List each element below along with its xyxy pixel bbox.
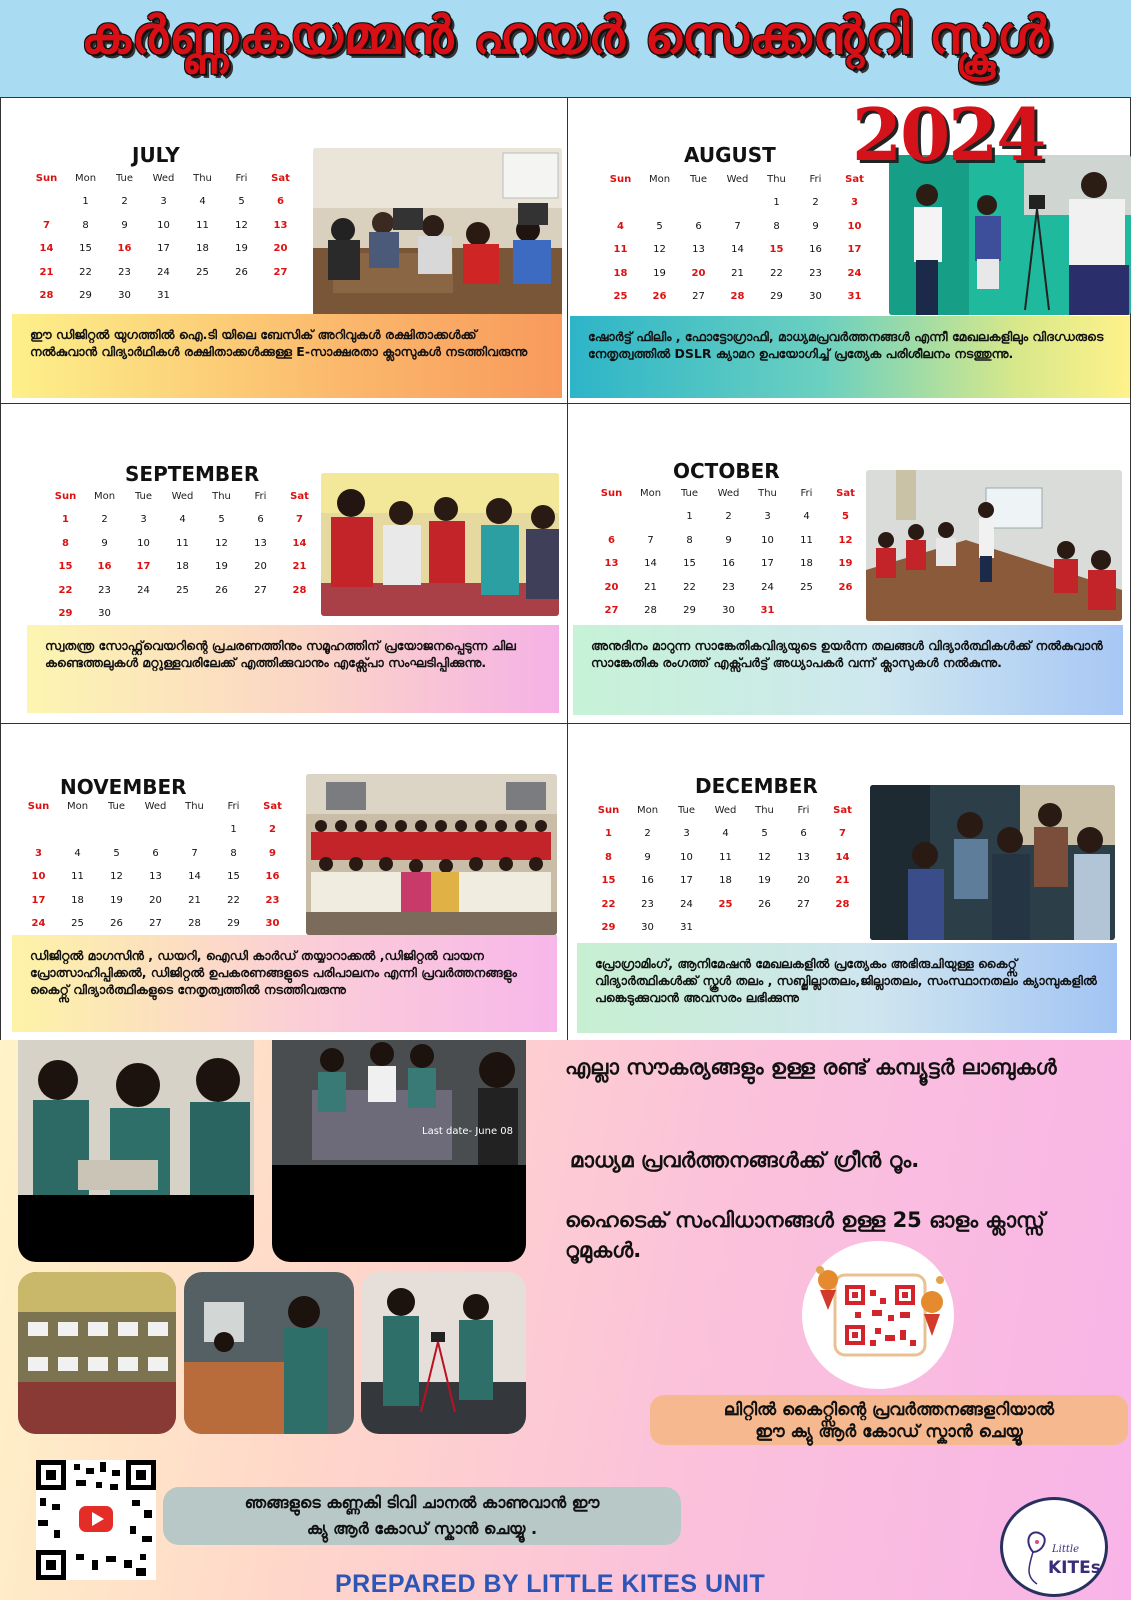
day-cell: 5 <box>113 847 120 859</box>
day-cell: 27 <box>797 898 810 910</box>
day-cell: 28 <box>730 291 745 302</box>
month-title: OCTOBER <box>673 459 780 483</box>
photo-july <box>313 148 562 316</box>
weekday-header: Thu <box>193 173 212 184</box>
day-cell: 29 <box>227 918 240 929</box>
empty-day-cell <box>679 191 718 215</box>
day-cell: 8 <box>686 534 693 546</box>
day-cell: 9 <box>725 534 732 546</box>
day-cell: 7 <box>296 514 303 525</box>
day-cell: 15 <box>58 561 73 572</box>
day-cell: 22 <box>58 584 73 596</box>
day-cell: 10 <box>137 537 150 549</box>
day-cell: 16 <box>265 871 280 882</box>
day-cell: 3 <box>35 847 42 859</box>
day-cell: 24 <box>680 898 693 910</box>
day-cell: 31 <box>680 922 693 933</box>
weekday-header: Thu <box>758 488 777 499</box>
day-cell: 4 <box>199 196 206 207</box>
weekday-header: Wed <box>144 801 167 812</box>
day-cell: 16 <box>117 243 132 254</box>
weekday-header: Sat <box>263 801 282 812</box>
day-cell: 9 <box>101 537 108 549</box>
weekday-header: Fri <box>797 805 810 816</box>
day-cell: 27 <box>692 291 705 302</box>
day-cell: 27 <box>604 605 619 616</box>
facility-classrooms: ഹൈടെക് സംവിധാനങ്ങൾ ഉള്ള 25 ഓളം ക്ലാസ്സ് റൂമുകൾ. <box>565 1208 1045 1262</box>
day-cell: 20 <box>149 894 162 906</box>
weekday-header: Sat <box>271 173 290 184</box>
day-cell: 11 <box>196 219 209 231</box>
day-cell: 2 <box>101 514 108 525</box>
day-cell: 3 <box>160 196 167 207</box>
yt-instruction-line: ക്യു ആർ കോഡ് സ്കാൻ ചെയ്യൂ . <box>306 1519 538 1538</box>
little-kites-qr-instruction <box>650 1395 1128 1445</box>
day-cell: 29 <box>683 605 696 616</box>
weekday-header: Tue <box>689 174 708 185</box>
calendar-grid <box>19 796 292 936</box>
day-cell: 26 <box>110 918 123 929</box>
day-cell: 2 <box>269 824 276 835</box>
weekday-header: Fri <box>227 801 240 812</box>
day-cell: 22 <box>601 898 616 910</box>
logo-kites-text: KITEs <box>1048 1558 1101 1578</box>
day-cell: 31 <box>157 290 170 301</box>
weekday-header: Sun <box>597 805 620 816</box>
day-cell: 28 <box>292 584 307 596</box>
empty-day-cell <box>592 505 631 529</box>
day-cell: 27 <box>254 584 267 596</box>
day-cell: 17 <box>157 243 170 254</box>
school-title: കർണ്ണകയമ്മൻ ഹയർ സെക്കന്ററി സ്കൂൾ <box>81 6 1050 66</box>
weekday-header: Wed <box>714 805 737 816</box>
day-cell: 30 <box>722 605 735 616</box>
day-cell: 9 <box>269 847 276 859</box>
day-cell: 26 <box>652 291 667 302</box>
day-cell: 19 <box>838 558 853 569</box>
day-cell: 20 <box>691 267 706 279</box>
calendar-grid <box>601 169 874 309</box>
empty-day-cell <box>58 818 97 842</box>
day-cell: 29 <box>770 291 783 302</box>
day-cell: 15 <box>227 871 240 882</box>
day-cell: 4 <box>74 847 81 859</box>
weekday-header: Mon <box>93 491 116 502</box>
day-cell: 15 <box>601 875 616 886</box>
bottom-photo-robotics <box>272 1040 526 1262</box>
calendar-grid <box>27 168 300 308</box>
day-cell: 20 <box>797 875 810 886</box>
weekday-header: Mon <box>74 173 97 184</box>
empty-day-cell <box>640 191 679 215</box>
photo-december <box>870 785 1115 940</box>
day-cell: 25 <box>196 266 209 278</box>
day-cell: 3 <box>764 511 771 522</box>
day-cell: 12 <box>110 871 123 882</box>
photo-august <box>889 155 1131 315</box>
weekday-header: Sun <box>27 801 50 812</box>
day-cell: 3 <box>140 514 147 525</box>
weekday-header: Fri <box>235 173 248 184</box>
day-cell: 30 <box>641 922 654 933</box>
day-cell: 24 <box>137 584 150 596</box>
day-cell: 2 <box>812 197 819 208</box>
day-cell: 14 <box>292 537 307 549</box>
day-cell: 8 <box>605 851 612 863</box>
day-cell: 17 <box>136 561 151 572</box>
day-cell: 20 <box>604 581 619 593</box>
day-cell: 24 <box>847 267 862 279</box>
day-cell: 13 <box>797 851 810 863</box>
month-description: പ്രോഗ്രാമിംഗ്, ആനിമേഷൻ മേഖലകളിൽ പ്രത്യേകം അഭിരുചിയുള്ള കൈറ്റ്സ് വിദ്യാർത്ഥികൾക്ക് സ്കൂൾ തലം , സബ്ജില്ലാതലം,ജില്ലാതലം, സംസ്ഥാനതലം ക്യാമ്പുകളിൽ പങ്കെടുക്കുവാൻ അവസരം ലഭിക്കുന്നു <box>577 943 1117 1033</box>
day-cell: 5 <box>218 514 225 525</box>
day-cell: 18 <box>613 267 628 279</box>
weekday-header: Tue <box>680 488 699 499</box>
day-cell: 8 <box>773 220 780 232</box>
day-cell: 26 <box>838 581 853 593</box>
day-cell: 23 <box>809 267 822 279</box>
day-cell: 25 <box>718 898 733 910</box>
day-cell: 7 <box>734 220 741 232</box>
day-cell: 16 <box>809 244 822 255</box>
day-cell: 4 <box>617 220 624 232</box>
day-cell: 23 <box>265 894 280 906</box>
day-cell: 21 <box>39 266 54 278</box>
day-cell: 11 <box>176 537 189 549</box>
day-cell: 13 <box>604 558 619 569</box>
day-cell: 12 <box>653 244 666 255</box>
day-cell: 5 <box>761 828 768 839</box>
day-cell: 22 <box>79 266 92 278</box>
day-cell: 12 <box>215 537 228 549</box>
day-cell: 22 <box>683 581 696 593</box>
day-cell: 16 <box>97 561 112 572</box>
day-cell: 8 <box>230 847 237 859</box>
day-cell: 1 <box>62 514 69 525</box>
little-kites-qr-code[interactable] <box>800 1240 956 1390</box>
day-cell: 30 <box>98 608 111 619</box>
day-cell: 13 <box>692 244 705 255</box>
day-cell: 6 <box>695 220 702 232</box>
day-cell: 1 <box>773 197 780 208</box>
day-cell: 11 <box>719 851 732 863</box>
qr-instruction-line: ഈ ക്യു ആർ കോഡ് സ്കാൻ ചെയ്യൂ <box>755 1422 1023 1442</box>
day-cell: 10 <box>31 871 46 882</box>
day-cell: 1 <box>230 824 237 835</box>
day-cell: 23 <box>641 898 654 910</box>
day-cell: 1 <box>605 828 612 839</box>
day-cell: 19 <box>215 561 228 572</box>
weekday-header: Wed <box>171 491 194 502</box>
weekday-header: Sun <box>54 491 77 502</box>
empty-day-cell <box>136 818 175 842</box>
day-cell: 20 <box>273 243 288 254</box>
weekday-header: Thu <box>767 174 786 185</box>
day-cell: 14 <box>731 244 744 255</box>
weekday-header: Sun <box>609 174 632 185</box>
weekday-header: Fri <box>254 491 267 502</box>
day-cell: 3 <box>851 197 858 208</box>
day-cell: 17 <box>31 894 46 906</box>
weekday-header: Mon <box>639 488 662 499</box>
day-cell: 19 <box>235 243 248 254</box>
weekday-header: Wed <box>726 174 749 185</box>
day-cell: 28 <box>835 898 850 910</box>
day-cell: 29 <box>58 608 73 619</box>
day-cell: 5 <box>656 220 663 232</box>
weekday-header: Sun <box>35 173 58 184</box>
weekday-header: Mon <box>648 174 671 185</box>
day-cell: 10 <box>847 220 862 232</box>
day-cell: 5 <box>238 196 245 207</box>
day-cell: 18 <box>71 894 84 906</box>
day-cell: 17 <box>847 244 862 255</box>
day-cell: 19 <box>653 267 666 279</box>
day-cell: 21 <box>835 875 850 886</box>
yt-instruction-line: ഞങ്ങളുടെ കണ്ണകി ടിവി ചാനൽ കാണുവാൻ ഈ <box>244 1493 600 1512</box>
day-cell: 22 <box>770 267 783 279</box>
day-cell: 8 <box>82 219 89 231</box>
month-title: NOVEMBER <box>60 775 187 799</box>
empty-day-cell <box>175 818 214 842</box>
month-description: സ്വതന്ത്ര സോഫ്റ്റ്‌വെയറിന്റെ പ്രചരണത്തിനും സമൂഹത്തിന് പ്രയോജനപ്പെടുന്ന ചില കണ്ടെത്തലുകൾ മറ്റുള്ളവരിലേക്ക് എത്തിക്കുവാനും എക്സ്പോ സംഘടിപ്പിക്കുന്നു. <box>27 625 559 713</box>
day-cell: 12 <box>235 219 248 231</box>
month-description: ഷോർട്ട് ഫിലിം , ഫോട്ടോഗ്രാഫി, മാധ്യമപ്രവർത്തനങ്ങൾ എന്നീ മേഖലകളിലും വിദഗ്ധരുടെ നേതൃത്വത്തിൽ DSLR ക്യാമറ ഉപയോഗിച്ച് പ്രത്യേക പരിശീലനം നടത്തുന്നു. <box>570 316 1130 398</box>
day-cell: 17 <box>761 558 774 569</box>
day-cell: 30 <box>809 291 822 302</box>
weekday-header: Sat <box>845 174 864 185</box>
day-cell: 26 <box>215 584 228 596</box>
footer-credit: PREPARED BY LITTLE KITES UNIT <box>335 1570 766 1598</box>
day-cell: 25 <box>800 581 813 593</box>
month-description: ഈ ഡിജിറ്റൽ യുഗത്തിൽ ഐ.ടി യിലെ ബേസിക് അറിവുകൾ രക്ഷിതാക്കൾക്ക് നൽകുവാൻ വിദ്യാർഥികൾ രക്ഷിതാക്കൾക്കുള്ള E-സാക്ഷരതാ ക്ലാസുകൾ നടത്തിവരുന്നു <box>12 314 562 398</box>
day-cell: 10 <box>157 219 170 231</box>
day-cell: 17 <box>680 875 693 886</box>
bottom-photo-camera <box>361 1272 526 1434</box>
day-cell: 24 <box>157 266 170 278</box>
day-cell: 23 <box>722 581 735 593</box>
weekday-header: Wed <box>717 488 740 499</box>
day-cell: 8 <box>62 537 69 549</box>
empty-day-cell <box>19 818 58 842</box>
day-cell: 27 <box>273 266 288 278</box>
day-cell: 21 <box>731 267 744 279</box>
day-cell: 1 <box>82 196 89 207</box>
day-cell: 29 <box>601 922 616 933</box>
day-cell: 6 <box>800 828 807 839</box>
empty-day-cell <box>97 818 136 842</box>
photo-november <box>306 774 557 935</box>
day-cell: 18 <box>800 558 813 569</box>
day-cell: 11 <box>71 871 84 882</box>
weekday-header: Fri <box>809 174 822 185</box>
bottom-photo-greenroom <box>184 1272 354 1434</box>
day-cell: 25 <box>176 584 189 596</box>
day-cell: 9 <box>121 219 128 231</box>
day-cell: 16 <box>641 875 654 886</box>
bottom-photo-students <box>18 1040 254 1262</box>
day-cell: 31 <box>760 605 775 616</box>
day-cell: 24 <box>31 918 46 929</box>
calendar-grid <box>589 800 862 940</box>
youtube-qr-code[interactable] <box>36 1460 156 1580</box>
day-cell: 13 <box>149 871 162 882</box>
day-cell: 23 <box>98 584 111 596</box>
day-cell: 18 <box>196 243 209 254</box>
day-cell: 4 <box>179 514 186 525</box>
month-description: അനുദിനം മാറുന്ന സാങ്കേതികവിദ്യയുടെ ഉയർന്ന തലങ്ങൾ വിദ്യാർത്ഥികൾക്ക് നൽകുവാൻ സാങ്കേതിക രംഗത്ത് എക്സ്പർട്ട് അധ്യാപകർ വന്ന് ക്ലാസുകൾ നൽകുന്നു. <box>573 625 1123 715</box>
facility-labs: എല്ലാ സൗകര്യങ്ങളും ഉള്ള രണ്ട് കമ്പ്യൂട്ടർ ലാബുകൾ <box>565 1055 1057 1079</box>
day-cell: 7 <box>43 219 50 231</box>
calendar-grid <box>592 483 865 623</box>
day-cell: 9 <box>644 851 651 863</box>
day-cell: 21 <box>292 561 307 572</box>
youtube-qr-instruction <box>163 1487 681 1545</box>
calendar-grid <box>46 486 319 626</box>
weekday-header: Sun <box>600 488 623 499</box>
day-cell: 19 <box>758 875 771 886</box>
day-cell: 15 <box>683 558 696 569</box>
year-label: 2024 <box>852 92 1045 177</box>
weekday-header: Sat <box>290 491 309 502</box>
day-cell: 18 <box>176 561 189 572</box>
day-cell: 6 <box>257 514 264 525</box>
weekday-header: Tue <box>107 801 126 812</box>
logo-little-text: Little <box>1052 1544 1079 1555</box>
day-cell: 9 <box>812 220 819 232</box>
weekday-header: Sat <box>833 805 852 816</box>
day-cell: 13 <box>254 537 267 549</box>
day-cell: 31 <box>847 291 862 302</box>
day-cell: 14 <box>188 871 201 882</box>
day-cell: 7 <box>839 828 846 839</box>
day-cell: 15 <box>79 243 92 254</box>
day-cell: 30 <box>265 918 280 929</box>
day-cell: 5 <box>842 511 849 522</box>
weekday-header: Mon <box>636 805 659 816</box>
day-cell: 6 <box>608 534 615 546</box>
month-title: SEPTEMBER <box>125 462 260 486</box>
day-cell: 11 <box>613 244 628 255</box>
day-cell: 27 <box>149 918 162 929</box>
day-cell: 16 <box>722 558 735 569</box>
empty-day-cell <box>27 190 66 214</box>
day-cell: 11 <box>800 534 813 546</box>
day-cell: 14 <box>39 243 54 254</box>
month-description: ഡിജിറ്റൽ മാഗസിൻ , ഡയറി, ഐഡി കാർഡ് തയ്യാറാക്കൽ ,ഡിജിറ്റൽ വായന പ്രോത്സാഹിപ്പിക്കൽ, ഡിജിറ്റൽ ഉപകരണങ്ങളുടെ പരിപാലനം എന്നി പ്രവർത്തനങ്ങളും കൈറ്റ്സ് വിദ്യാർത്ഥികളുടെ നേതൃത്വത്തിൽ നടത്തിവരുന്നു <box>12 935 557 1032</box>
day-cell: 28 <box>644 605 657 616</box>
day-cell: 10 <box>680 851 693 863</box>
day-cell: 4 <box>803 511 810 522</box>
photo-caption: Last date- June 08 <box>422 1126 514 1137</box>
day-cell: 21 <box>644 581 657 593</box>
day-cell: 2 <box>121 196 128 207</box>
day-cell: 23 <box>118 266 131 278</box>
photo-october <box>866 470 1122 621</box>
day-cell: 6 <box>152 847 159 859</box>
day-cell: 2 <box>644 828 651 839</box>
day-cell: 6 <box>277 196 284 207</box>
empty-day-cell <box>718 191 757 215</box>
day-cell: 15 <box>769 244 784 255</box>
weekday-header: Tue <box>115 173 134 184</box>
day-cell: 28 <box>39 290 54 301</box>
bottom-photo-lab <box>18 1272 176 1434</box>
day-cell: 2 <box>725 511 732 522</box>
weekday-header: Wed <box>152 173 175 184</box>
day-cell: 12 <box>758 851 771 863</box>
day-cell: 1 <box>686 511 693 522</box>
weekday-header: Thu <box>212 491 231 502</box>
day-cell: 25 <box>71 918 84 929</box>
day-cell: 4 <box>722 828 729 839</box>
weekday-header: Thu <box>755 805 774 816</box>
weekday-header: Thu <box>185 801 204 812</box>
empty-day-cell <box>601 191 640 215</box>
day-cell: 19 <box>110 894 123 906</box>
day-cell: 10 <box>761 534 774 546</box>
day-cell: 24 <box>761 581 774 593</box>
photo-september <box>321 473 559 616</box>
facility-greenroom: മാധ്യമ പ്രവർത്തനങ്ങൾക്ക് ഗ്രീൻ റൂം. <box>570 1148 920 1172</box>
day-cell: 18 <box>719 875 732 886</box>
month-title: JULY <box>132 143 180 167</box>
weekday-header: Mon <box>66 801 89 812</box>
day-cell: 21 <box>188 894 201 906</box>
weekday-header: Tue <box>134 491 153 502</box>
day-cell: 22 <box>227 894 240 906</box>
empty-day-cell <box>631 505 670 529</box>
day-cell: 26 <box>235 266 248 278</box>
weekday-header: Sat <box>836 488 855 499</box>
day-cell: 20 <box>254 561 267 572</box>
qr-instruction-line: ലിറ്റിൽ കൈറ്റ്സിന്റെ പ്രവർത്തനങ്ങളറിയാൽ <box>723 1400 1055 1420</box>
day-cell: 26 <box>758 898 771 910</box>
day-cell: 14 <box>835 851 850 863</box>
day-cell: 7 <box>191 847 198 859</box>
day-cell: 28 <box>188 918 201 929</box>
weekday-header: Fri <box>800 488 813 499</box>
day-cell: 13 <box>273 219 288 231</box>
month-title: DECEMBER <box>695 774 818 798</box>
day-cell: 12 <box>838 534 853 546</box>
day-cell: 25 <box>613 291 628 302</box>
day-cell: 29 <box>79 290 92 301</box>
day-cell: 7 <box>647 534 654 546</box>
day-cell: 30 <box>118 290 131 301</box>
day-cell: 3 <box>683 828 690 839</box>
month-title: AUGUST <box>684 143 776 167</box>
weekday-header: Tue <box>677 805 696 816</box>
day-cell: 14 <box>644 558 657 569</box>
